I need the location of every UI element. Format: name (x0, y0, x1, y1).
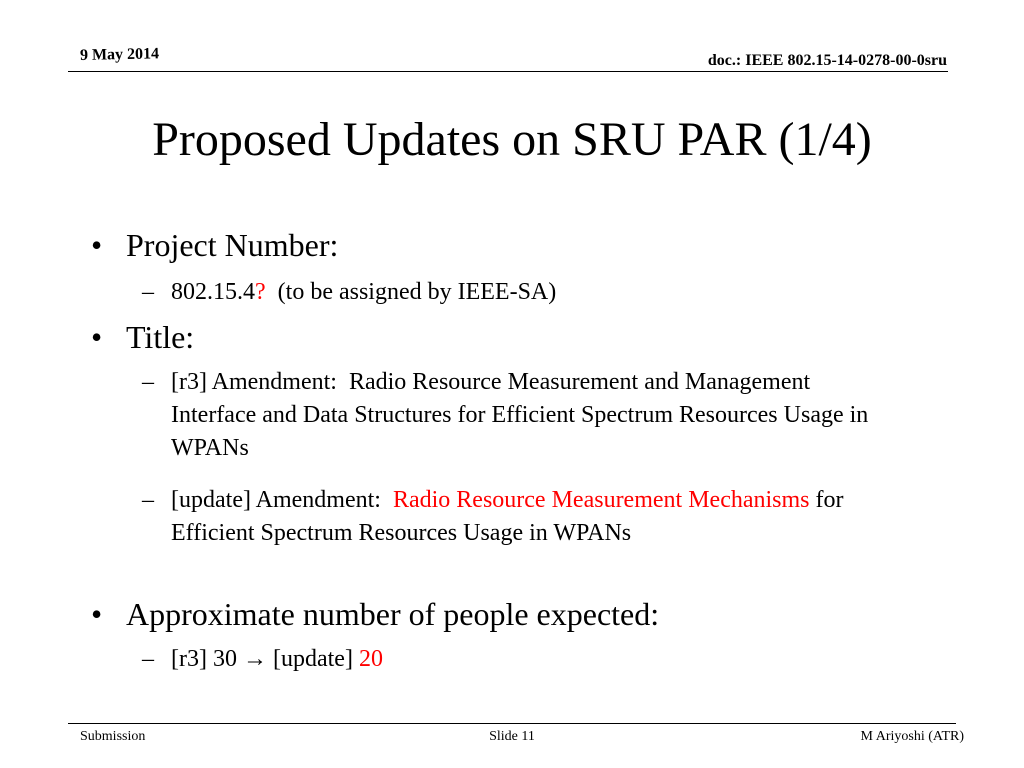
sub-bullet-people-expected (142, 643, 882, 676)
sub-bullet-text (171, 366, 882, 465)
sub-bullet-text (171, 643, 882, 676)
text-run: 802.15.4 (171, 279, 255, 305)
footer-slide-number: Slide 11 (489, 729, 535, 744)
footer-submission: Submission (80, 729, 146, 744)
dash-symbol: – (142, 369, 154, 395)
text-run: [r3] Amendment: Radio Resource Measurement and Management Interface and Data Structures for Efficient Spectrum Resources Usage in WPANs (171, 369, 874, 461)
dash-symbol: – (142, 279, 154, 305)
text-run-highlight: ? (255, 279, 266, 305)
sub-bullet-text (171, 276, 882, 309)
bullet-symbol: • (91, 319, 103, 355)
bullet-symbol: • (91, 227, 103, 263)
text-run: [update] Amendment: (171, 487, 393, 513)
dash-symbol: – (142, 487, 154, 513)
bullet-label: Title: (126, 319, 195, 355)
footer-divider (68, 723, 956, 724)
sub-bullet-text (171, 484, 882, 550)
sub-bullet-title-r3 (142, 366, 882, 465)
bullet-label: Approximate number of people expected: (126, 596, 660, 632)
text-run-highlight: Radio Resource Measurement Mechanisms (392, 487, 810, 513)
text-run: (to be assigned by IEEE-SA) (265, 279, 557, 305)
slide-title: Proposed Updates on SRU PAR (1/4) (152, 113, 872, 166)
sub-bullet-title-update (142, 484, 882, 550)
text-run: [r3] 30 → [update] (171, 646, 359, 672)
text-run-highlight: 20 (358, 646, 383, 672)
bullet-label: Project Number: (126, 227, 339, 263)
text-run: for Efficient Spectrum Resources Usage in WPANs (171, 487, 850, 546)
header-doc-id: doc.: IEEE 802.15-14-0278-00-0sru (707, 52, 947, 69)
dash-symbol: – (142, 646, 154, 672)
bullet-symbol: • (91, 596, 103, 632)
footer-author: M Ariyoshi (ATR) (860, 729, 964, 744)
header-date: 9 May 2014 (79, 45, 160, 64)
header-divider (68, 71, 948, 72)
sub-bullet-project-number (142, 276, 882, 309)
